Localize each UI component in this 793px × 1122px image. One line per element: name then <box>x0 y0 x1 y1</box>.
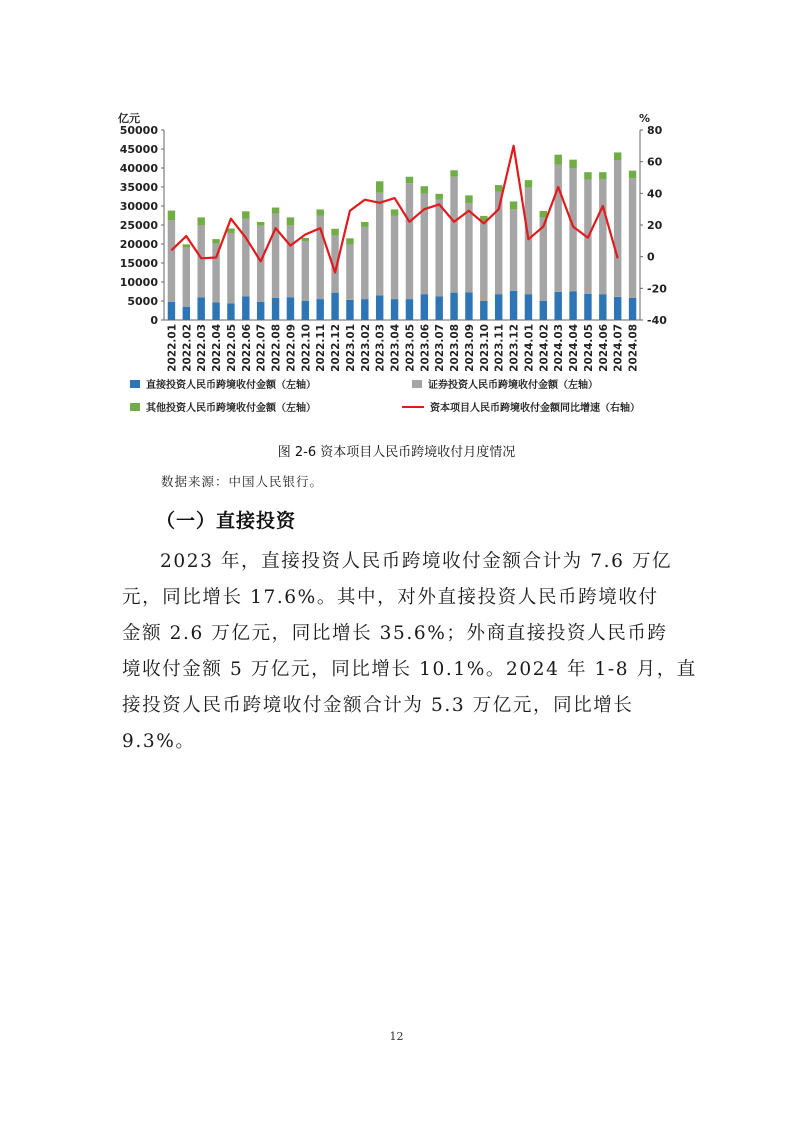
bar-direct-investment <box>599 294 606 320</box>
x-axis-tick-label: 2023.08 <box>449 324 462 372</box>
left-axis-tick-label: 25000 <box>119 219 158 232</box>
bar-direct-investment <box>212 303 219 320</box>
bar-direct-investment <box>168 302 175 320</box>
bar-direct-investment <box>376 295 383 320</box>
bar-securities-investment <box>346 245 353 300</box>
x-axis-tick-label: 2023.12 <box>508 324 521 372</box>
bar-securities-investment <box>450 177 457 293</box>
bar-direct-investment <box>540 301 547 320</box>
x-axis-tick-label: 2022.07 <box>255 324 268 372</box>
x-axis-tick-label: 2024.04 <box>568 324 581 372</box>
legend-securities-label: 证券投资人民币跨境收付金额（左轴） <box>428 380 598 391</box>
bar-securities-investment <box>406 183 413 299</box>
bar-other-investment <box>331 229 338 236</box>
legend-swatch-gray <box>412 380 422 388</box>
x-axis-tick-label: 2022.01 <box>166 324 179 372</box>
bar-securities-investment <box>554 165 561 292</box>
x-axis-tick-label: 2024.08 <box>627 324 640 372</box>
bar-other-investment <box>346 238 353 244</box>
body-line-1: 2023 年，直接投资人民币跨境收付金额合计为 7.6 万亿 <box>160 551 673 572</box>
x-axis-tick-label: 2022.04 <box>211 324 224 372</box>
bar-direct-investment <box>554 292 561 320</box>
right-axis-tick-label: 0 <box>647 250 655 264</box>
x-axis-tick-label: 2024.02 <box>538 324 551 372</box>
x-axis-tick-label: 2024.03 <box>553 324 566 372</box>
x-axis-tick-label: 2023.05 <box>404 324 417 372</box>
x-axis-tick-label: 2023.11 <box>493 324 506 372</box>
left-axis-tick-label: 30000 <box>119 200 158 213</box>
x-axis-tick-label: 2022.11 <box>315 324 328 372</box>
bar-securities-investment <box>183 247 190 306</box>
bar-securities-investment <box>257 226 264 302</box>
bar-direct-investment <box>242 296 249 320</box>
bar-direct-investment <box>287 297 294 320</box>
right-axis-tick-label: -40 <box>647 314 667 327</box>
bar-direct-investment <box>421 294 428 320</box>
bar-direct-investment <box>302 301 309 320</box>
legend-growth-rate <box>402 399 640 414</box>
x-axis-tick-label: 2023.06 <box>419 324 432 372</box>
bar-other-investment <box>287 217 294 225</box>
bar-direct-investment <box>495 294 502 320</box>
bar-direct-investment <box>272 298 279 320</box>
bar-other-investment <box>569 160 576 168</box>
x-axis-tick-label: 2022.09 <box>285 324 298 372</box>
data-source: 数据来源：中国人民银行。 <box>161 474 324 489</box>
bar-other-investment <box>525 180 532 188</box>
bar-direct-investment <box>465 292 472 320</box>
bar-other-investment <box>391 209 398 215</box>
chart-bars <box>168 152 637 320</box>
body-line-6: 9.3%。 <box>122 731 196 752</box>
bar-other-investment <box>376 181 383 192</box>
bar-direct-investment <box>391 299 398 320</box>
bar-securities-investment <box>302 241 309 301</box>
x-axis-tick-label: 2023.09 <box>463 324 476 372</box>
bar-other-investment <box>183 244 190 247</box>
body-line-4: 境收付金额 5 万亿元，同比增长 10.1%。2024 年 1-8 月，直 <box>122 659 697 680</box>
bar-securities-investment <box>510 209 517 291</box>
bar-other-investment <box>227 228 234 233</box>
bar-other-investment <box>168 211 175 221</box>
right-axis-tick-label: 40 <box>647 187 663 201</box>
left-axis-tick-label: 40000 <box>119 162 158 175</box>
x-axis-tick-label: 2024.01 <box>523 324 536 372</box>
bar-securities-investment <box>168 220 175 302</box>
bar-other-investment <box>316 209 323 215</box>
bar-securities-investment <box>435 200 442 297</box>
x-axis-tick-label: 2024.06 <box>597 324 610 372</box>
bar-other-investment <box>421 186 428 193</box>
bar-other-investment <box>272 208 279 214</box>
left-axis-tick-label: 5000 <box>127 295 158 308</box>
legend-swatch-blue <box>130 380 140 388</box>
left-axis-tick-label: 0 <box>150 314 158 327</box>
x-axis-tick-label: 2024.05 <box>582 324 595 372</box>
bar-direct-investment <box>257 302 264 320</box>
x-axis-tick-label: 2022.06 <box>240 324 253 372</box>
bar-securities-investment <box>614 160 621 297</box>
bar-securities-investment <box>480 221 487 301</box>
bar-direct-investment <box>331 293 338 320</box>
x-axis-tick-label: 2022.12 <box>330 324 343 372</box>
bar-other-investment <box>361 222 368 227</box>
bar-securities-investment <box>391 216 398 300</box>
bar-other-investment <box>614 152 621 160</box>
bar-other-investment <box>212 239 219 244</box>
bar-other-investment <box>540 211 547 217</box>
legend-growth-label: 资本项目人民币跨境收付金额同比增速（右轴） <box>430 403 640 414</box>
bar-securities-investment <box>272 214 279 298</box>
bar-direct-investment <box>346 300 353 320</box>
x-axis-tick-label: 2022.02 <box>181 324 194 372</box>
legend-direct-investment <box>130 376 316 391</box>
bar-direct-investment <box>183 307 190 320</box>
bar-direct-investment <box>227 303 234 320</box>
bar-securities-investment <box>465 203 472 292</box>
legend-other-investment <box>130 399 316 414</box>
bar-other-investment <box>450 170 457 176</box>
page-number: 12 <box>389 1030 404 1043</box>
bar-securities-investment <box>525 188 532 294</box>
bar-direct-investment <box>614 297 621 320</box>
x-axis-tick-label: 2022.10 <box>300 324 313 372</box>
bar-direct-investment <box>450 293 457 320</box>
x-axis-tick-label: 2023.03 <box>374 324 387 372</box>
legend-swatch-red-line <box>402 406 424 408</box>
section-title: （一）直接投资 <box>156 510 297 532</box>
figure-caption: 图 2-6 资本项目人民币跨境收付月度情况 <box>277 445 516 460</box>
right-axis-tick-label: 80 <box>647 124 663 137</box>
bar-securities-investment <box>599 179 606 294</box>
bar-securities-investment <box>242 219 249 297</box>
bar-other-investment <box>465 195 472 203</box>
bar-direct-investment <box>316 299 323 320</box>
bar-direct-investment <box>197 297 204 320</box>
bar-direct-investment <box>525 294 532 320</box>
bar-direct-investment <box>510 291 517 320</box>
capital-account-chart <box>0 100 793 430</box>
bar-securities-investment <box>197 225 204 297</box>
left-axis-tick-label: 15000 <box>119 257 158 270</box>
bar-other-investment <box>629 171 636 179</box>
bar-other-investment <box>257 222 264 226</box>
left-axis-unit: 亿元 <box>118 112 140 125</box>
bar-direct-investment <box>406 299 413 320</box>
left-axis-tick-label: 50000 <box>119 124 158 137</box>
bar-other-investment <box>599 172 606 179</box>
bar-direct-investment <box>480 301 487 320</box>
bar-securities-investment <box>629 178 636 298</box>
x-axis-tick-label: 2023.01 <box>344 324 357 372</box>
bar-direct-investment <box>435 296 442 320</box>
body-line-2: 元，同比增长 17.6%。其中，对外直接投资人民币跨境收付 <box>122 587 659 608</box>
bar-other-investment <box>406 177 413 183</box>
bar-other-investment <box>197 217 204 225</box>
legend-securities-investment <box>412 376 598 391</box>
bar-securities-investment <box>361 227 368 299</box>
left-axis-tick-label: 35000 <box>119 181 158 194</box>
x-axis-tick-label: 2023.02 <box>359 324 372 372</box>
legend-other-label: 其他投资人民币跨境收付金额（左轴） <box>146 403 316 414</box>
x-axis-tick-label: 2022.08 <box>270 324 283 372</box>
bar-direct-investment <box>629 298 636 320</box>
x-axis-tick-label: 2023.07 <box>434 324 447 372</box>
bar-securities-investment <box>376 193 383 296</box>
x-axis-tick-label: 2024.07 <box>612 324 625 372</box>
left-axis-tick-label: 45000 <box>119 143 158 156</box>
bar-other-investment <box>510 201 517 209</box>
x-axis-tick-label: 2023.04 <box>389 324 402 372</box>
right-axis-unit: % <box>639 112 651 125</box>
right-axis-tick-label: 60 <box>647 155 663 169</box>
body-paragraph <box>122 544 697 760</box>
legend-direct-label: 直接投资人民币跨境收付金额（左轴） <box>146 380 316 391</box>
bar-other-investment <box>495 185 502 191</box>
legend-swatch-green <box>130 403 140 411</box>
left-axis-tick-label: 10000 <box>119 276 158 289</box>
bar-other-investment <box>242 211 249 218</box>
right-axis-tick-label: -20 <box>647 282 667 296</box>
bar-direct-investment <box>569 292 576 321</box>
left-axis-tick-label: 20000 <box>119 238 158 251</box>
x-axis-tick-label: 2022.03 <box>196 324 209 372</box>
bar-direct-investment <box>361 299 368 320</box>
bar-other-investment <box>554 155 561 165</box>
body-line-5: 接投资人民币跨境收付金额合计为 5.3 万亿元，同比增长 <box>122 695 634 716</box>
body-line-3: 金额 2.6 万亿元，同比增长 35.6%；外商直接投资人民币跨 <box>122 623 668 644</box>
bar-other-investment <box>302 238 309 241</box>
bar-securities-investment <box>227 233 234 303</box>
bar-direct-investment <box>584 294 591 320</box>
x-axis-tick-label: 2022.05 <box>225 324 238 372</box>
chart-x-labels <box>166 324 639 372</box>
bar-securities-investment <box>287 225 294 297</box>
bar-other-investment <box>435 194 442 200</box>
right-axis-tick-label: 20 <box>647 219 663 232</box>
bar-other-investment <box>584 172 591 180</box>
x-axis-tick-label: 2023.10 <box>478 324 491 372</box>
